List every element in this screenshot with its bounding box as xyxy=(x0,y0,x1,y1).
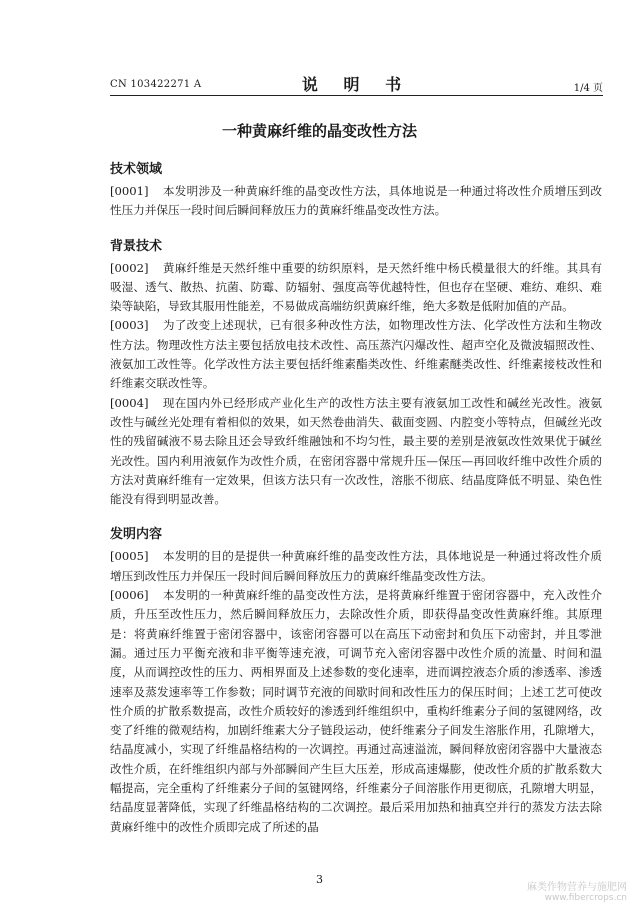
paragraph-text: 黄麻纤维是天然纤维中重要的纺织原料，是天然纤维中杨氏模量很大的纤维。其具有吸湿、透气、散热、抗菌、防霉、防辐射、强度高等优越特性，但也存在坚硬、难纺、难织、难染等缺陷，导致其服用性能差，不易做成高端纺织黄麻纤维，绝大多数是低附加值的产品。 xyxy=(110,260,602,314)
paragraph-number: [0005] xyxy=(110,549,149,564)
doc-number: CN 103422271 A xyxy=(110,79,202,90)
paragraph-text: 为了改变上述现状，已有很多种改性方法，如物理改性方法、化学改性方法和生物改性方法。物理改性方法主要包括放电技术改性、高压蒸汽闪爆改性、超声空化及微波辐照改性、液氨加工改性等。化学改性方法主要包括纤维素酯类改性、纤维素醚类改性、纤维素接枝改性和纤维素交联改性等。 xyxy=(110,318,602,391)
paragraph-0003 xyxy=(110,316,602,393)
page-indicator: 1/4 页 xyxy=(573,83,603,94)
document-title: 一种黄麻纤维的晶变改性方法 xyxy=(221,122,417,140)
header-title: 说 明 书 xyxy=(301,75,412,94)
paragraph-text: 本发明涉及一种黄麻纤维的晶变改性方法，具体地说是一种通过将改性介质增压到改性压力并保压一段时间后瞬间释放压力的黄麻纤维晶变改性方法。 xyxy=(110,184,602,218)
paragraph-number: [0001] xyxy=(110,184,149,198)
watermark-title: 麻类作物营养与施肥网 xyxy=(527,882,627,893)
paragraph-0005 xyxy=(110,547,602,586)
document-body xyxy=(110,155,602,837)
paragraph-number: [0004] xyxy=(110,395,149,410)
page-header xyxy=(110,72,603,92)
paragraph-number: [0006] xyxy=(110,588,149,603)
paragraph-text: 现在国内外已经形成产业化生产的改性方法主要有液氨加工改性和碱丝光改性。液氨改性与碱丝光处理有着相似的效果，如天然卷曲消失、截面变圆、内腔变小等特点，但碱丝光改性的残留碱液不易去除且还会导致纤维融蚀和不均匀性，最主要的差别是液氨改性效果优于碱丝光改性。国内利用液氨作为改性介质，在密闭容器中常规升压—保压—再回收纤维中改性介质的方法对黄麻纤维有一定效果，但该方法只有一次改性，溶胀不彻底、结晶度降低不明显、染色性能没有得到明显改善。 xyxy=(110,395,602,507)
paragraph-0002 xyxy=(110,259,602,317)
paragraph-number: [0002] xyxy=(110,260,149,275)
paragraph-text: 本发明的一种黄麻纤维的晶变改性方法，是将黄麻纤维置于密闭容器中，充入改性介质，升压至改性压力，然后瞬间释放压力，去除改性介质，即获得晶变改性黄麻纤维。其原理是：将黄麻纤维置于密闭容器中，该密闭容器可以在高压下动密封和负压下动密封，并且零泄漏。通过压力平衡充液和非平衡等速充液，可调节充入密闭容器中改性介质的流量、时间和温度，从而调控改性的压力、两相界面及上述参数的变化速率，进而调控液态介质的渗透率、渗透速率及蒸发速率等工作参数；同时调节充液的间歇时间和改性压力的保压时间；上述工艺可使改性介质的扩散系数提高，改性介质较好的渗透到纤维组织中，重构纤维素分子间的氢键网络，改变了纤维的微观结构，加剧纤维素大分子链段运动，使纤维素分子间发生溶胀作用，孔隙增大，结晶度减小，实现了纤维晶格结构的一次调控。再通过高速溢流，瞬间释放密闭容器中大量液态改性介质，在纤维组织内部与外部瞬间产生巨大压差，形成高速爆膨，使改性介质的扩散系数大幅提高，完全重构了纤维素分子间的氢键网络，纤维素分子间溶胀作用更彻底，孔隙增大明显，结晶度显著降低，实现了纤维晶格结构的二次调控。最后采用加热和抽真空并行的蒸发方法去除黄麻纤维中的改性介质即完成了所述的晶 xyxy=(110,588,602,834)
paragraph-0001 xyxy=(110,182,602,221)
watermark-url: www.fibercrops.cn xyxy=(544,893,627,903)
paragraph-number: [0003] xyxy=(110,318,149,333)
section-heading-invention: 发明内容 xyxy=(110,527,163,543)
section-heading-background: 背景技术 xyxy=(110,238,163,254)
page-number: 3 xyxy=(316,873,323,886)
watermark xyxy=(527,878,627,903)
section-heading-tech-field: 技术领域 xyxy=(110,162,163,177)
paragraph-0004 xyxy=(110,394,602,510)
paragraph-text: 本发明的目的是提供一种黄麻纤维的晶变改性方法，具体地说是一种通过将改性介质增压到改性压力并保压一段时间后瞬间释放压力的黄麻纤维晶变改性方法。 xyxy=(110,549,602,583)
header-rule xyxy=(110,95,603,96)
paragraph-0006 xyxy=(110,586,602,837)
